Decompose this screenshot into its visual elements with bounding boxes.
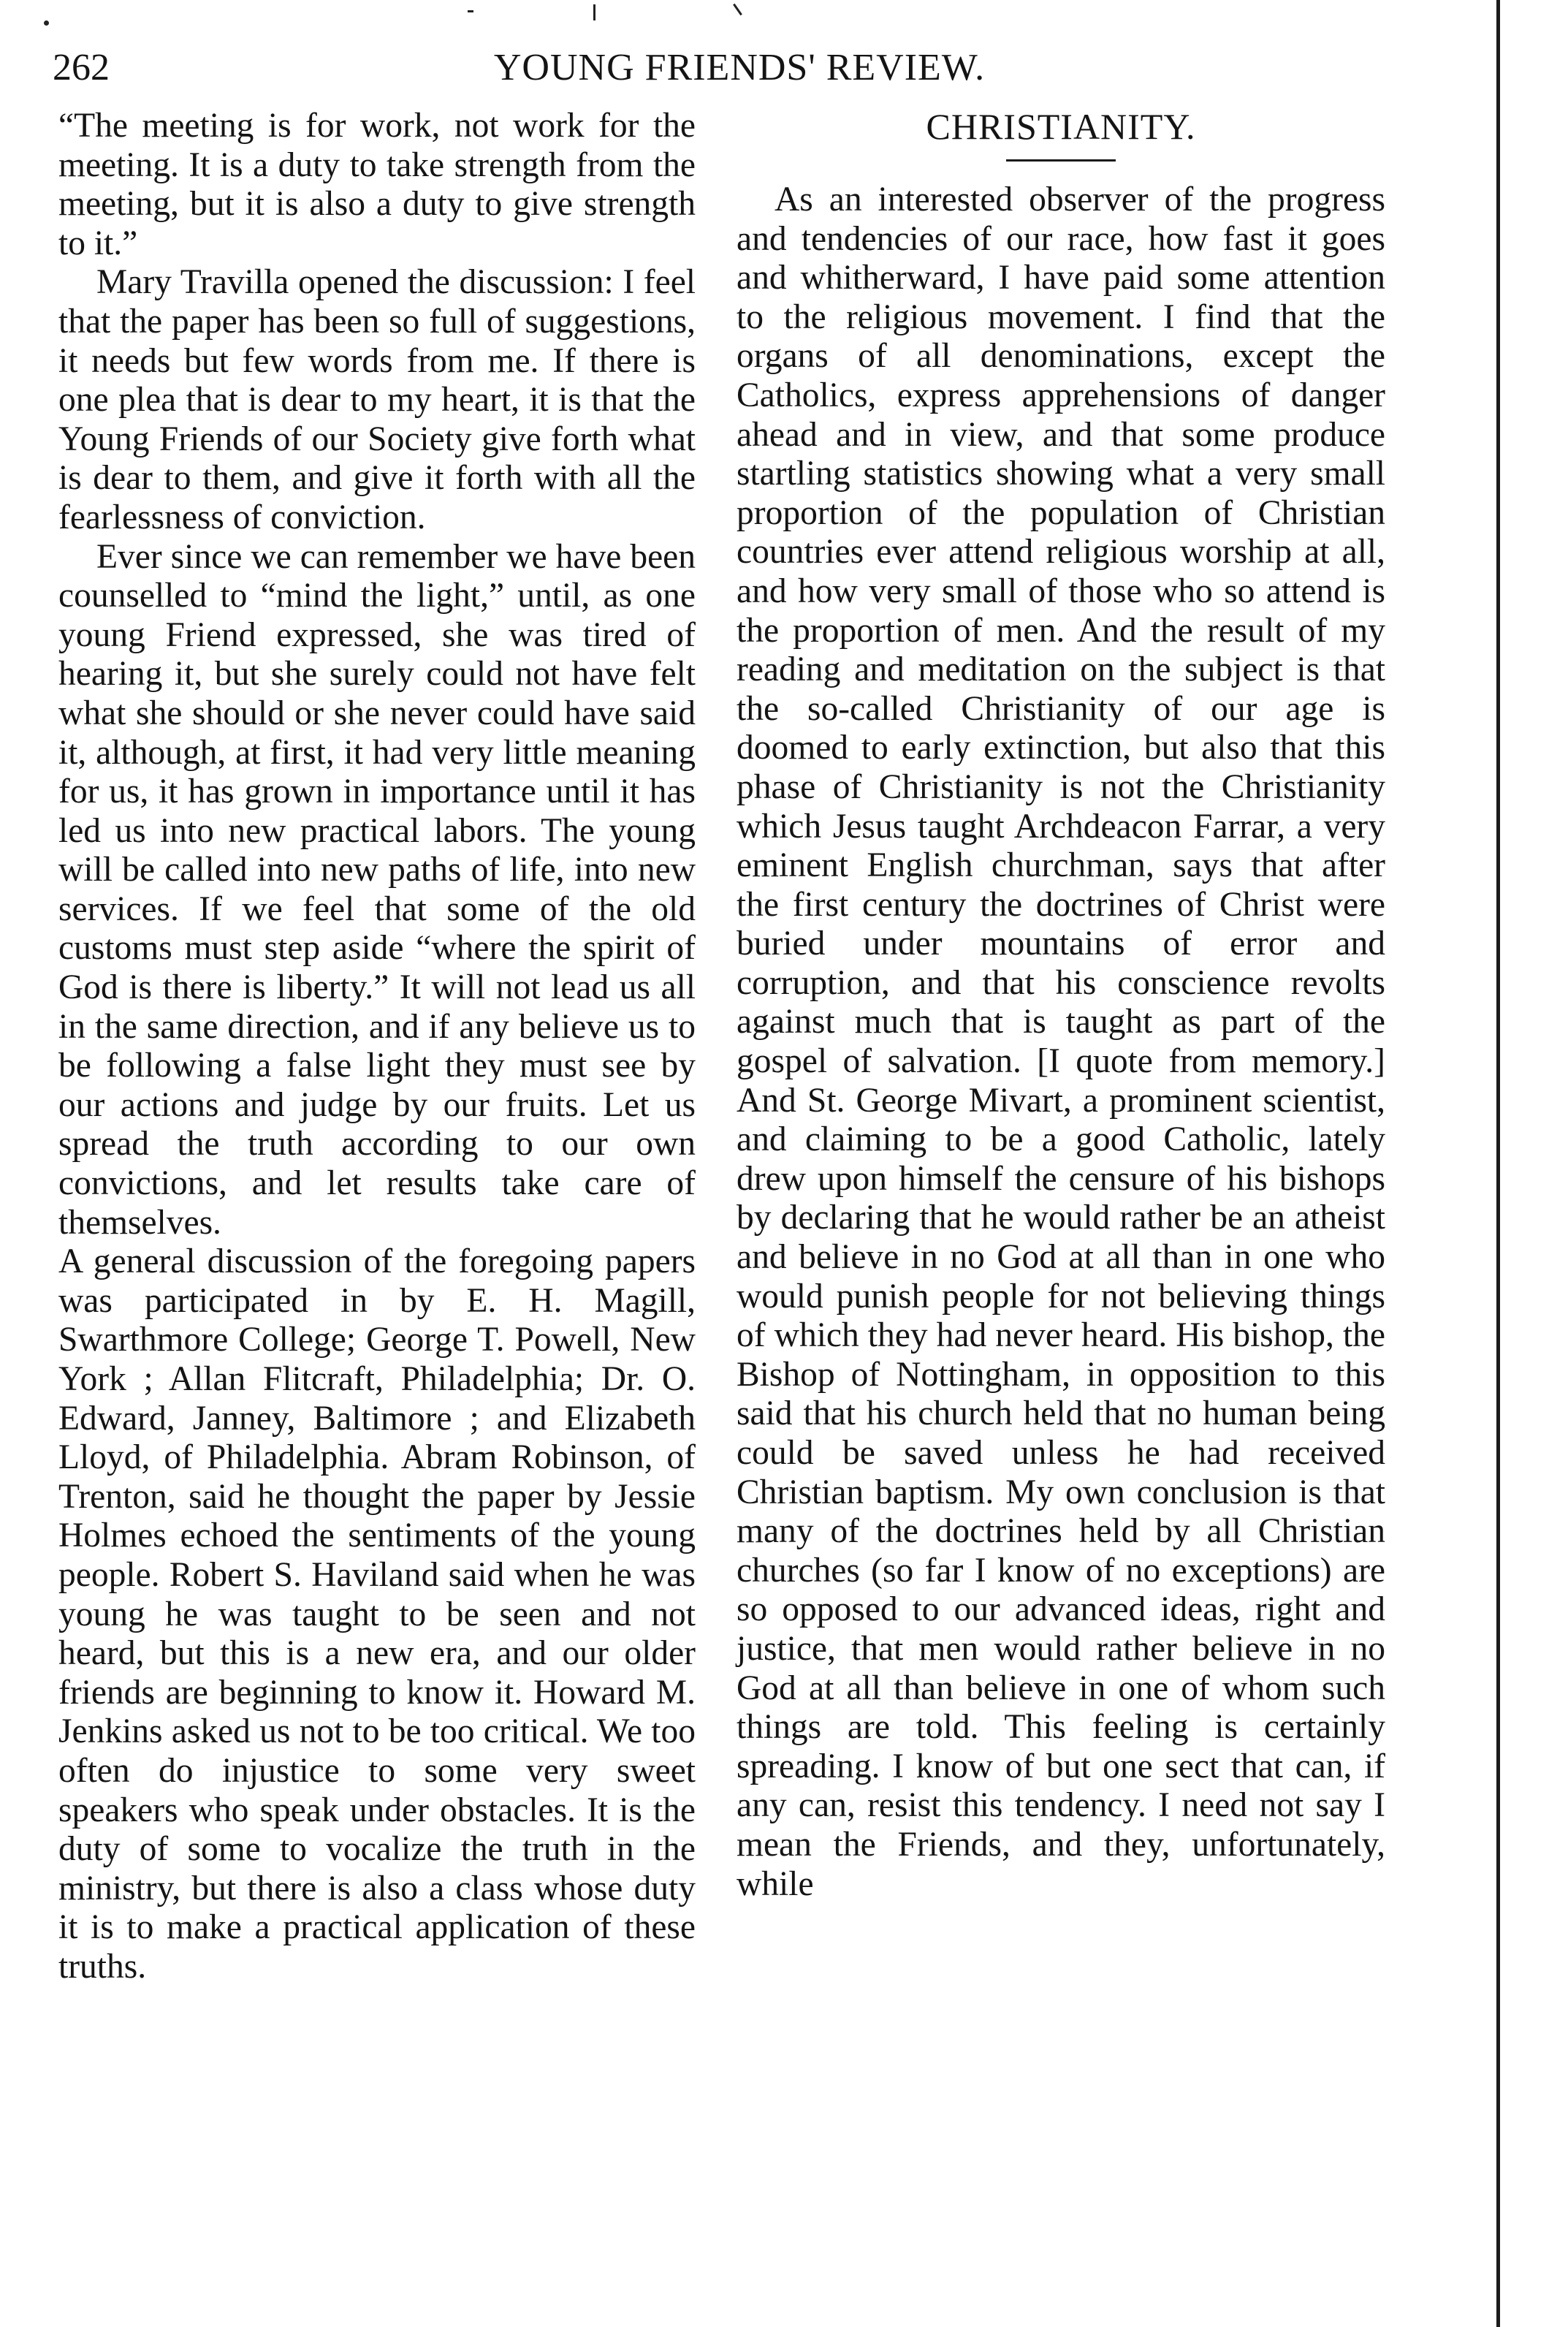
running-title: YOUNG FRIENDS' REVIEW. [493,47,986,88]
body-paragraph: Ever since we can remember we have been counselled to “mind the light,” until, as one young Friend expressed, she was tired of hearing it, but she surely could not have felt what she should or she never could have said it, although, at first, it had very little meaning for us, it has grown in importance until it has led us into new practical labors. The young will be called into new paths of life, into new services. If we feel that some of the old customs must step aside “where the spirit of God is there is liberty.” It will not lead us all in the same direction, and if any believe us to be following a false light they must see by our actions and judge by our fruits. Let us spread the truth according to our own convictions, and let results take care of themselves. [58,537,696,1242]
left-column [58,107,696,1987]
scan-speck [468,10,473,12]
title-rule [1006,159,1116,162]
page-number: 262 [53,47,110,88]
quote-paragraph: “The meeting is for work, not work for the meeting. It is a duty to take strength from the meeting, but it is also a duty to give strength to it.” [58,107,696,262]
section-title: CHRISTIANITY. [926,106,1196,147]
scan-speck [593,4,595,20]
binding-edge-line [1496,0,1500,2327]
body-paragraph: As an interested observer of the progress and tendencies of our race, how fast it goes and whitherward, I have paid some attention to the religious movement. I find that the organs of all denominations, except the Catholics, express apprehensions of danger ahead and in view, and that some produce startling statistics showing what a very small proportion of the population of Christian countries ever attend religious worship at all, and how very small of those who so attend is the proportion of men. And the result of my reading and meditation on the subject is that the so-called Christianity of our age is doomed to early extinction, but also that this phase of Christianity is not the Christianity which Jesus taught Archdeacon Farrar, a very eminent English churchman, says that after the first century the doctrines of Christ were buried under mountains of error and corruption, and that his conscience revolts against much that is taught as part of the gospel of salvation. [I quote from memory.] And St. George Mivart, a prominent scientist, and claiming to be a good Catholic, lately drew upon himself the censure of his bishops by declaring that he would rather be an atheist and believe in no God at all than in one who would punish people for not believing things of which they had never heard. His bishop, the Bishop of Nottingham, in opposition to this said that his church held that no human being could be saved unless he had received Christian baptism. My own conclusion is that many of the doctrines held by all Christian churches (so far I know of no exceptions) are so opposed to our advanced ideas, right and justice, that men would rather believe in no God at all than believe in one of whom such things are told. This feeling is certainly spreading. I know of but one sect that can, if any can, resist this tendency. I need not say I mean the Friends, and they, unfortunately, while [737,181,1385,1903]
scan-speck [733,4,742,15]
body-paragraph: A general discussion of the foregoing papers was participated in by E. H. Magill, Swarthmore College; George T. Powell, New York ; Allan Flitcraft, Philadelphia; Dr. O. Edward, Janney, Baltimore ; and Elizabeth Lloyd, of Philadelphia. Abram Robinson, of Trenton, said he thought the paper by Jessie Holmes echoed the sentiments of the young people. Robert S. Haviland said when he was young he was taught to be seen and not heard, but this is a new era, and our older friends are beginning to know it. Howard M. Jenkins asked us not to be too critical. We too often do injustice to some very sweet speakers who speak under obstacles. It is the duty of some to vocalize the truth in the ministry, but there is also a class whose duty it is to make a practical application of these truths. [58,1242,696,1986]
body-paragraph: Mary Travilla opened the discussion: I feel that the paper has been so full of suggestions, it needs but few words from me. If there is one plea that is dear to my heart, it is that the Young Friends of our Society give forth what is dear to them, and give it forth with all the fearlessness of conviction. [58,263,696,536]
page-header [53,42,1426,94]
right-column [737,107,1385,1904]
scan-speck [44,20,49,26]
